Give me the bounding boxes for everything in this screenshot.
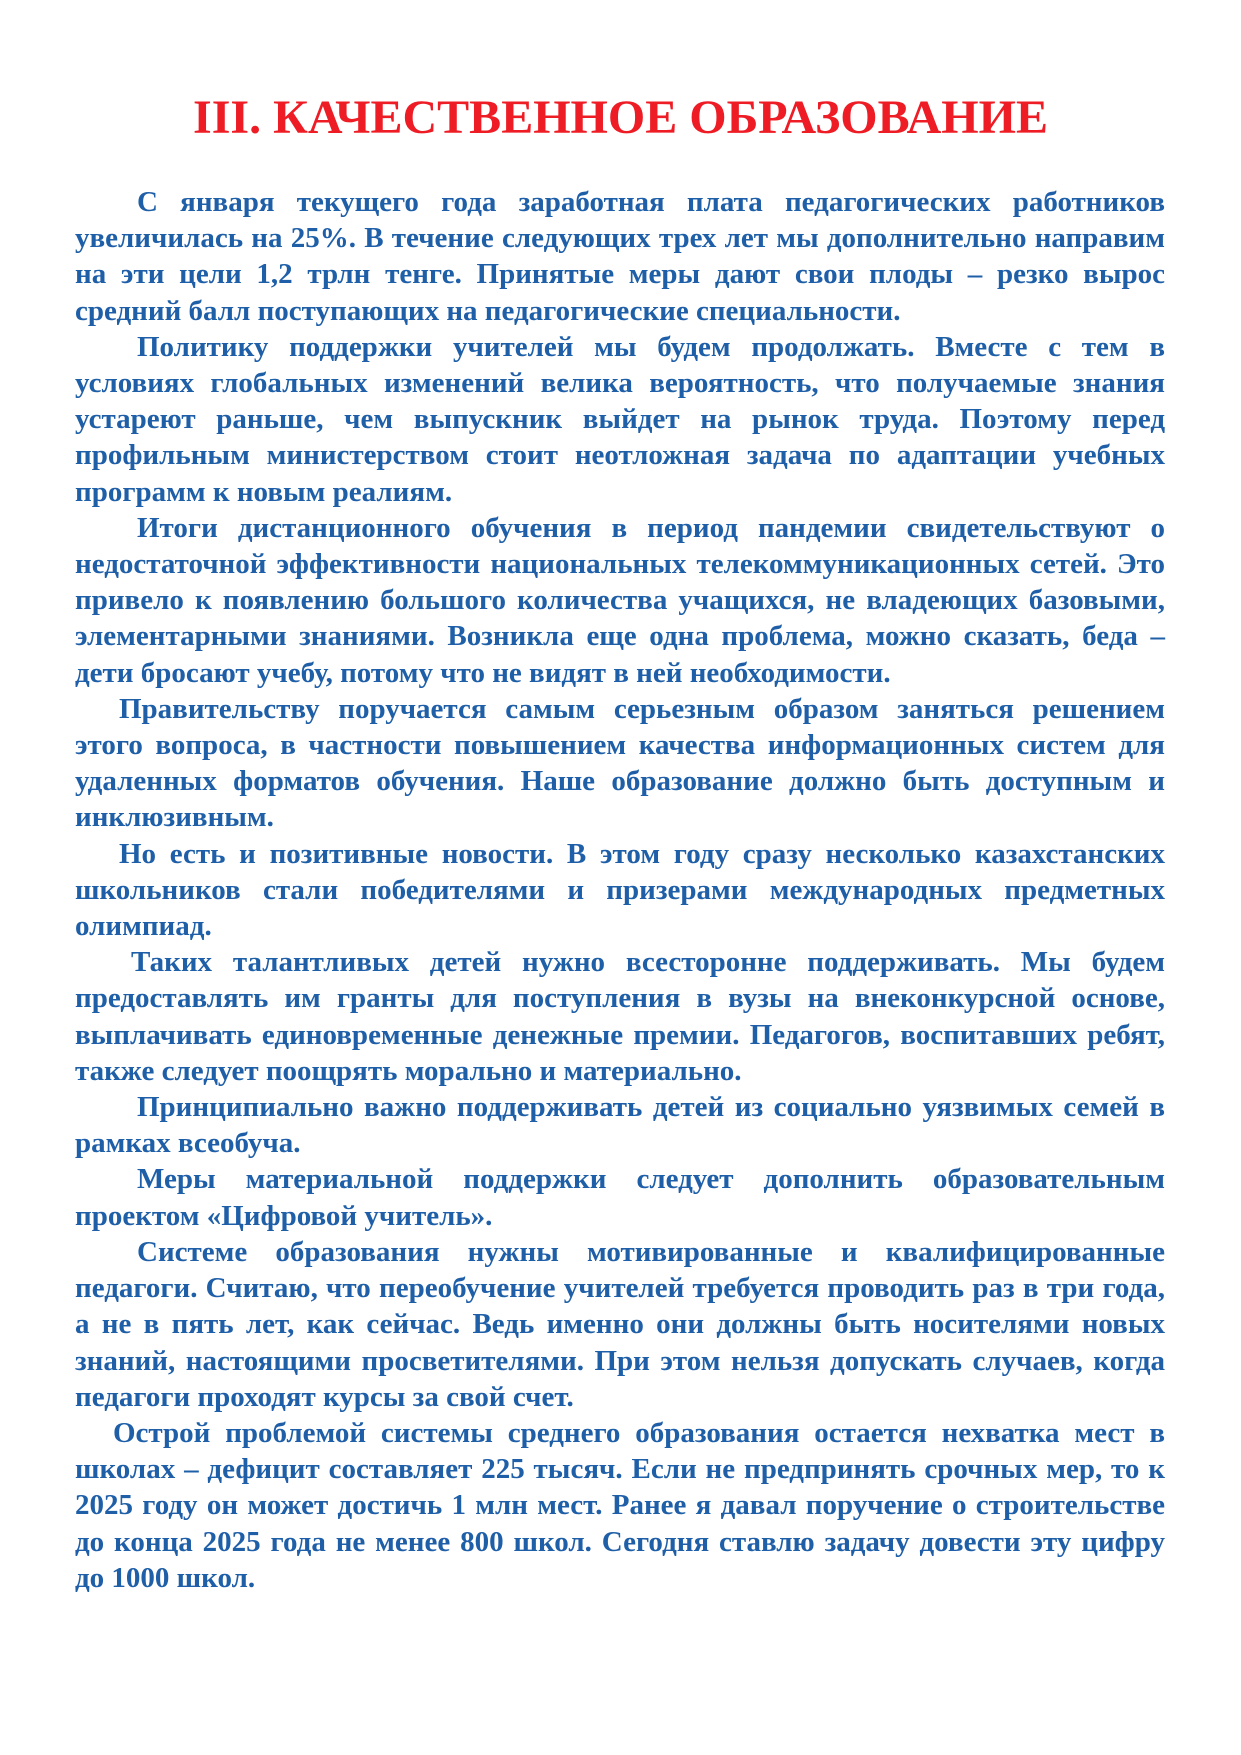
paragraph-teacher-retraining: Системе образования нужны мотивированные и квалифицированные педагоги. Считаю, что переобучение учителей требуется проводить раз в три года, а не в пять лет, как сейчас. Ведь именно они должны быть носителями новых знаний, настоящими просветителями. При этом нельзя допускать случаев, когда педагоги проходят курсы за свой счет.	[75, 1235, 1165, 1413]
document-body	[75, 184, 1165, 1596]
paragraph-vulnerable-families: Принципиально важно поддерживать детей из социально уязвимых семей в рамках всеобуча.	[75, 1091, 1165, 1160]
paragraph-olympiads: Но есть и позитивные новости. В этом году сразу несколько казахстанских школьников стали победителями и призерами международных предметных олимпиад.	[75, 837, 1165, 943]
paragraph-salary: С января текущего года заработная плата педагогических работников увеличилась на 25%. В течение следующих трех лет мы дополнительно направим на эти цели 1,2 трлн тенге. Принятые меры дают свои плоды – резко вырос средний балл поступающих на педагогические специальности.	[75, 186, 1165, 327]
paragraph-government-task: Правительству поручается самым серьезным образом заняться решением этого вопроса, в частности повышением качества информационных систем для удаленных форматов обучения. Наше образование должно быть доступным и инклюзивным.	[75, 692, 1165, 834]
paragraph-digital-teacher: Меры материальной поддержки следует дополнить образовательным проектом «Цифровой учитель».	[75, 1163, 1165, 1232]
page-title: III. КАЧЕСТВЕННОЕ ОБРАЗОВАНИЕ	[193, 91, 1048, 144]
paragraph-talented-children: Таких талантливых детей нужно всесторонне поддерживать. Мы будем предоставлять им гранты для поступления в вузы на внеконкурсной основе, выплачивать единовременные денежные премии. Педагогов, воспитавших ребят, также следует поощрять морально и материально.	[75, 946, 1165, 1087]
paragraph-distance-learning: Итоги дистанционного обучения в период пандемии свидетельствуют о недостаточной эффективности национальных телекоммуникационных сетей. Это привело к появлению большого количества учащихся, не владеющих базовыми, элементарными знаниями. Возникла еще одна проблема, можно сказать, беда – дети бросают учебу, потому что не видят в ней необходимости.	[75, 511, 1165, 689]
paragraph-school-shortage: Острой проблемой системы среднего образования остается нехватка мест в школах – дефицит составляет 225 тысяч. Если не предпринять срочных мер, то к 2025 году он может достичь 1 млн мест. Ранее я давал поручение о строительстве до конца 2025 года не менее 800 школ. Сегодня ставлю задачу довести эту цифру до 1000 школ.	[75, 1416, 1165, 1594]
paragraph-teacher-support: Политику поддержки учителей мы будем продолжать. Вместе с тем в условиях глобальных изменений велика вероятность, что получаемые знания устареют раньше, чем выпускник выйдет на рынок труда. Поэтому перед профильным министерством стоит неотложная задача по адаптации учебных программ к новым реалиям.	[75, 330, 1165, 508]
